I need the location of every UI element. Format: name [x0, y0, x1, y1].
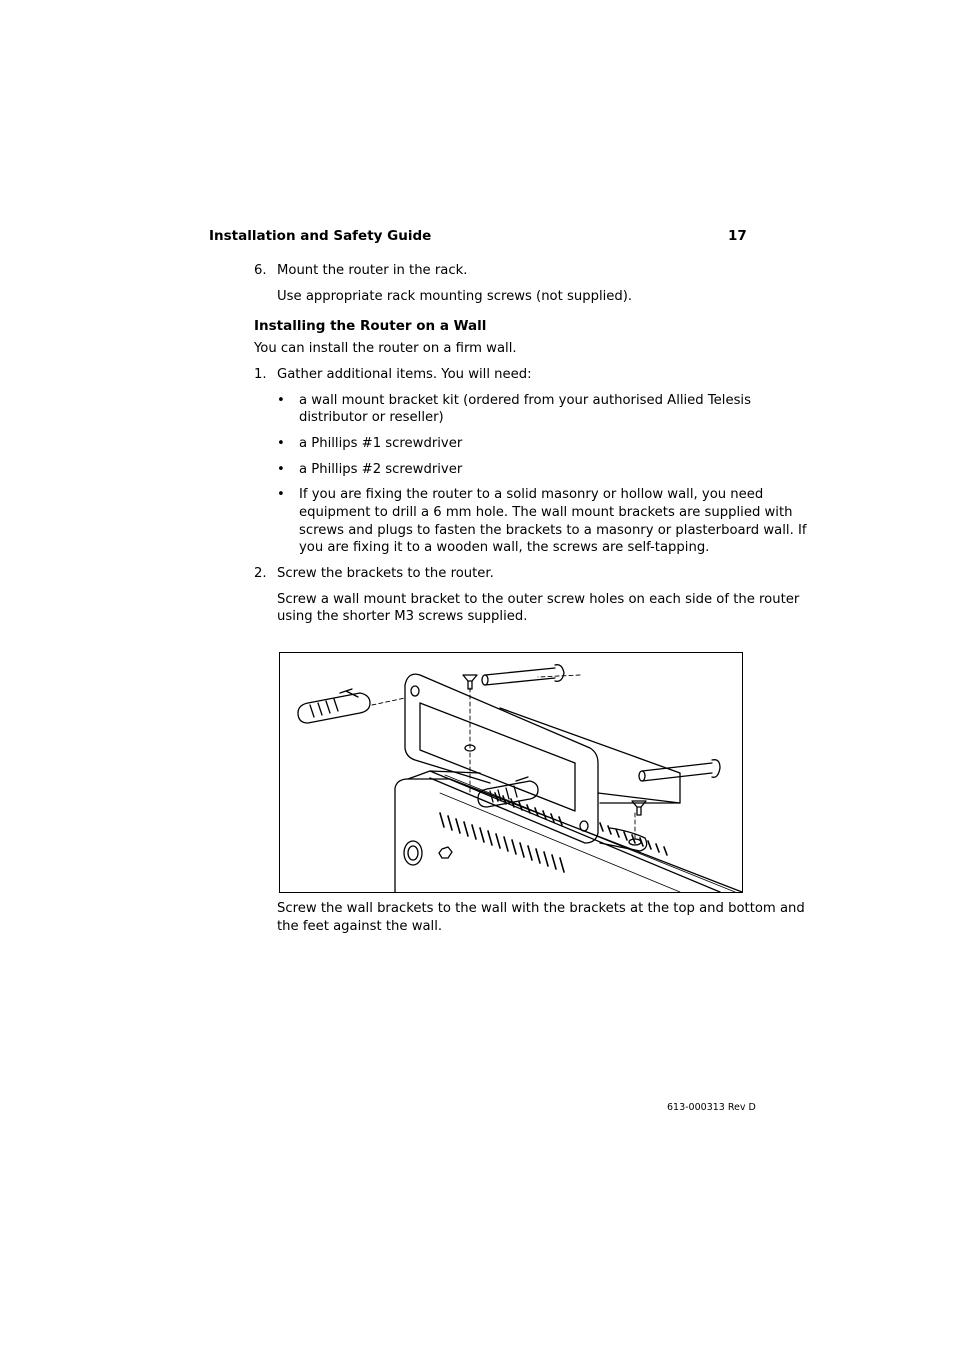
- step-6-number: 6.: [254, 263, 267, 278]
- step-2-para-line-1: Screw a wall mount bracket to the outer screw holes on each side of the router: [277, 592, 800, 607]
- bullet-4-line-2: equipment to drill a 6 mm hole. The wall mount brackets are supplied with: [299, 505, 793, 520]
- step-2-text: Screw the brackets to the router.: [277, 566, 494, 581]
- bullet-1-line-2: distributor or reseller): [299, 410, 444, 425]
- step-1-number: 1.: [254, 367, 267, 382]
- step-1-text: Gather additional items. You will need:: [277, 367, 532, 382]
- running-header-title: Installation and Safety Guide: [209, 228, 432, 244]
- screw-top-icon: [463, 675, 477, 681]
- footer-doc-id: 613-000313 Rev D: [667, 1102, 756, 1113]
- nut-icon: [439, 847, 452, 858]
- bullet-4-line-3: screws and plugs to fasten the brackets to a masonry or plasterboard wall. If: [299, 523, 807, 538]
- bullet-symbol: •: [277, 462, 285, 477]
- wall-plug-icon: [298, 693, 370, 723]
- screw-right-icon: [632, 801, 646, 807]
- section-intro: You can install the router on a firm wall.: [254, 341, 517, 356]
- page-number: 17: [728, 228, 747, 244]
- ventilation-slots: [440, 793, 667, 872]
- bullet-3-line-1: a Phillips #2 screwdriver: [299, 462, 463, 477]
- section-heading: Installing the Router on a Wall: [254, 318, 487, 334]
- after-figure-line-1: Screw the wall brackets to the wall with the brackets at the top and bottom and: [277, 901, 805, 916]
- wall-bracket-illustration: [280, 653, 742, 892]
- step-2-para-line-2: using the shorter M3 screws supplied.: [277, 609, 528, 624]
- bullet-2-line-1: a Phillips #1 screwdriver: [299, 436, 463, 451]
- power-socket-icon: [404, 841, 422, 865]
- bullet-4-line-4: you are fixing it to a wooden wall, the screws are self-tapping.: [299, 540, 710, 555]
- step-6-text: Mount the router in the rack.: [277, 263, 468, 278]
- step-2-number: 2.: [254, 566, 267, 581]
- bullet-symbol: •: [277, 487, 285, 502]
- bracket-main: [405, 674, 598, 843]
- step-6-note: Use appropriate rack mounting screws (not supplied).: [277, 289, 633, 304]
- after-figure-line-2: the feet against the wall.: [277, 919, 443, 934]
- wall-bracket-figure: [279, 652, 743, 893]
- bracket-hole: [411, 686, 419, 696]
- bullet-1-line-1: a wall mount bracket kit (ordered from your authorised Allied Telesis: [299, 393, 751, 408]
- bullet-symbol: •: [277, 393, 285, 408]
- bullet-symbol: •: [277, 436, 285, 451]
- bullet-4-line-1: If you are fixing the router to a solid masonry or hollow wall, you need: [299, 487, 764, 502]
